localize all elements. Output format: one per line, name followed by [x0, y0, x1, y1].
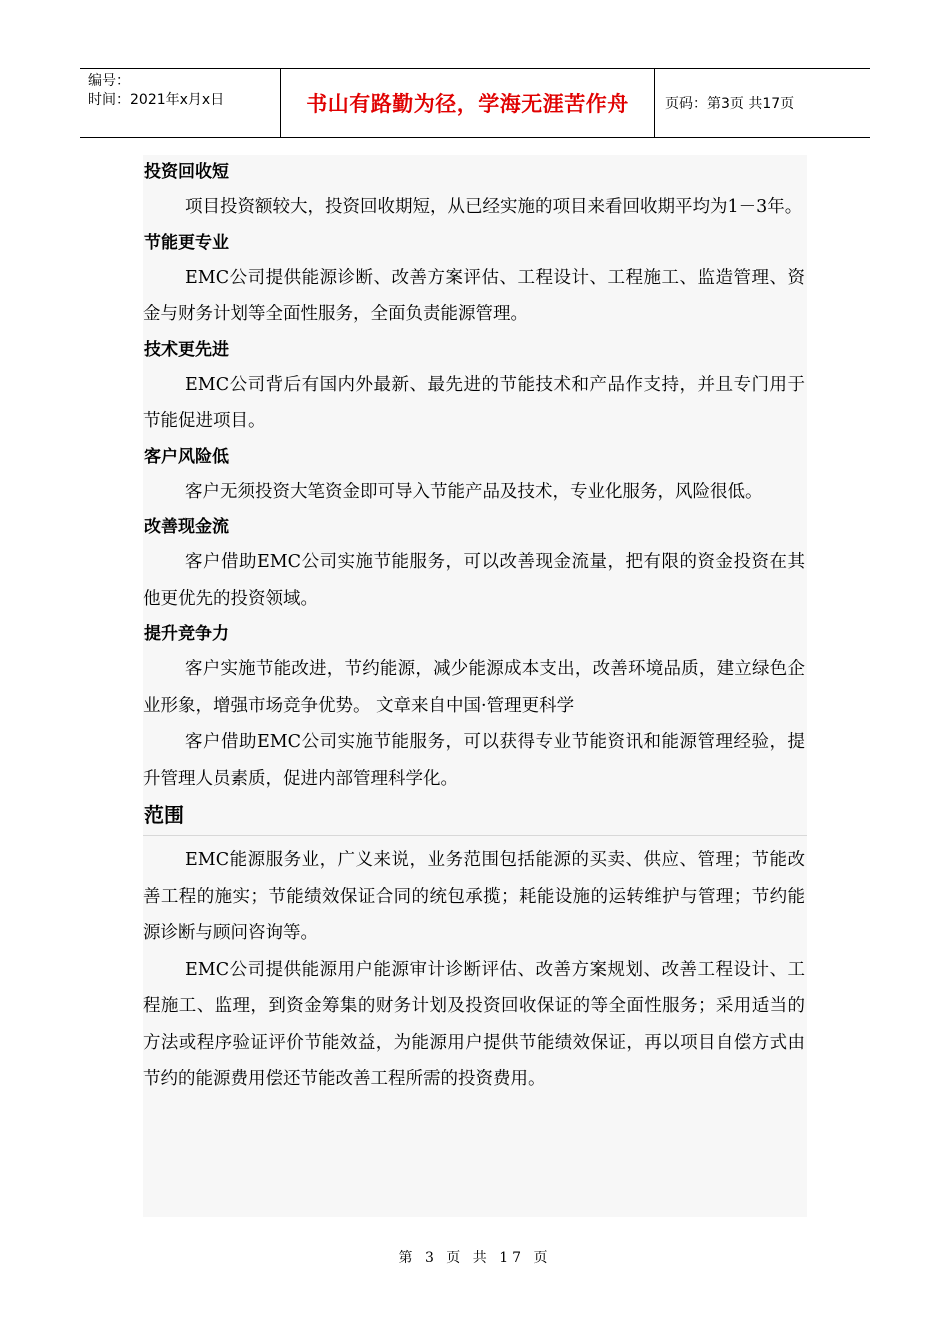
page-header [80, 68, 870, 138]
section-title: 改善现金流 [144, 517, 229, 537]
section-paragraph: 客户无须投资大笔资金即可导入节能产品及技术，专业化服务，风险很低。 [185, 481, 763, 502]
page-footer: 第 3 页 共 17 页 [398, 1250, 552, 1266]
section-paragraph: EMC公司提供能源诊断、改善方案评估、工程设计、工程施工、监造管理、资金与财务计划等全面性服务，全面负责能源管理。 [143, 267, 805, 324]
document-number-label: 编号： [88, 73, 130, 89]
section-paragraph: EMC公司背后有国内外最新、最先进的节能技术和产品作支持，并且专门用于节能促进项目。 [143, 374, 805, 431]
section-paragraph: 客户实施节能改进，节约能源，减少能源成本支出，改善环境品质，建立绿色企业形象，增强市场竞争优势。 文章来自中国·管理更科学 [143, 659, 805, 716]
section-paragraph: 客户借助EMC公司实施节能服务，可以改善现金流量，把有限的资金投资在其他更优先的投资领域。 [143, 552, 805, 609]
section-title: 节能更专业 [144, 232, 229, 253]
scope-paragraph: EMC公司提供能源用户能源审计诊断评估、改善方案规划、改善工程设计、工程施工、监理，到资金筹集的财务计划及投资回收保证的等全面性服务；采用适当的方法或程序验证评价节能效益，为能源用户提供节能绩效保证，再以项目自偿方式由节约的能源费用偿还节能改善工程所需的投资费用。 [143, 959, 805, 1089]
header-meta [80, 69, 281, 137]
scope-paragraph: EMC能源服务业，广义来说，业务范围包括能源的买卖、供应、管理；节能改善工程的施实；节能绩效保证合同的统包承揽；耗能设施的运转维护与管理；节约能源诊断与顾问咨询等。 [143, 850, 805, 943]
header-motto: 书山有路勤为径，学海无涯苦作舟 [281, 69, 655, 137]
document-time-label: 时间：2021年x月x日 [88, 92, 225, 108]
document-body [143, 155, 807, 1217]
section-title: 投资回收短 [144, 162, 229, 182]
section-paragraph: 客户借助EMC公司实施节能服务，可以获得专业节能资讯和能源管理经验，提升管理人员素质，促进内部管理科学化。 [143, 732, 805, 789]
section-title: 技术更先进 [144, 339, 229, 360]
section-title: 提升竞争力 [144, 624, 229, 644]
header-page-info: 页码：第3页 共17页 [665, 96, 795, 112]
section-title: 客户风险低 [144, 446, 229, 467]
section-paragraph: 项目投资额较大，投资回收期短，从已经实施的项目来看回收期平均为1－3年。 [185, 197, 803, 217]
scope-title: 范围 [143, 797, 807, 836]
